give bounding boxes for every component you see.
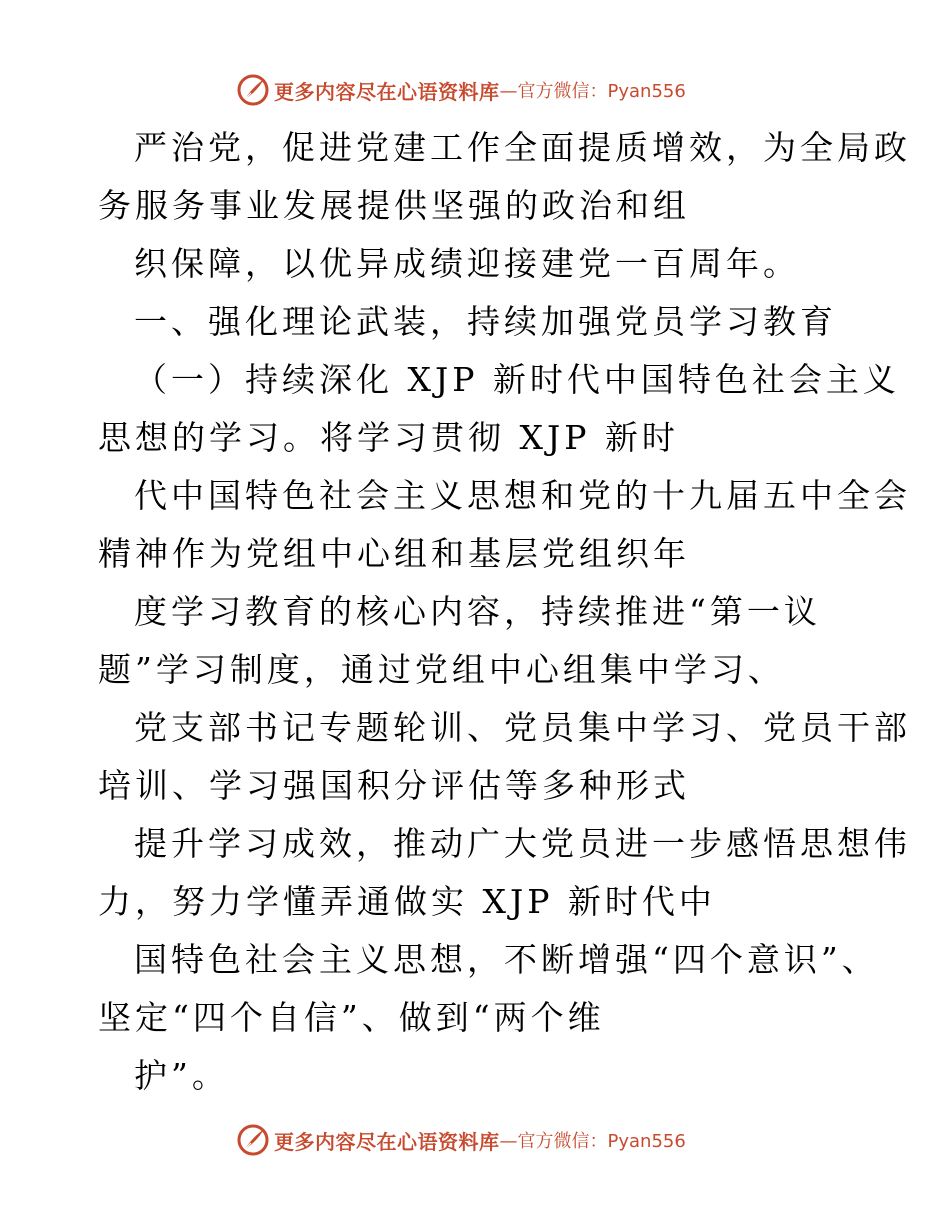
watermark-wechat-text: —官方微信：Pyan556 — [499, 1131, 686, 1152]
header-watermark — [236, 72, 686, 108]
feather-pen-circle-logo-icon — [236, 1123, 270, 1157]
watermark-wechat-text: —官方微信：Pyan556 — [499, 81, 686, 102]
text-line: 题”学习制度，通过党组中心组集中学习、 — [98, 650, 785, 689]
text-line: （一）持续深化 XJP 新时代中国特色社会主义 — [134, 360, 900, 399]
text-line: 思想的学习。将学习贯彻 XJP 新时 — [98, 418, 679, 457]
text-line: 代中国特色社会主义思想和党的十九届五中全会 — [134, 476, 911, 515]
section-heading: 一、强化理论武装，持续加强党员学习教育 — [134, 302, 837, 341]
text-line: 坚定“四个自信”、做到“两个维 — [98, 998, 605, 1037]
text-line: 护”。 — [134, 1056, 229, 1095]
footer-watermark — [236, 1122, 686, 1158]
text-line: 培训、学习强国积分评估等多种形式 — [98, 766, 690, 805]
text-line: 提升学习成效，推动广大党员进一步感悟思想伟 — [134, 824, 911, 863]
text-line: 务服务事业发展提供坚强的政治和组 — [98, 186, 690, 225]
text-line: 党支部书记专题轮训、党员集中学习、党员干部 — [134, 708, 911, 747]
watermark-brand-text: 更多内容尽在心语资料库 — [274, 79, 500, 104]
text-line: 度学习教育的核心内容，持续推进“第一议 — [134, 592, 821, 631]
watermark-brand-text: 更多内容尽在心语资料库 — [274, 1129, 500, 1154]
text-line: 国特色社会主义思想，不断增强“四个意识”、 — [134, 940, 879, 979]
text-line: 力，努力学懂弄通做实 XJP 新时代中 — [98, 882, 716, 921]
text-line: 严治党，促进党建工作全面提质增效，为全局政 — [134, 128, 911, 167]
feather-pen-circle-logo-icon — [236, 73, 270, 107]
text-line: 精神作为党组中心组和基层党组织年 — [98, 534, 690, 573]
text-line: 织保障，以优异成绩迎接建党一百周年。 — [134, 244, 800, 283]
